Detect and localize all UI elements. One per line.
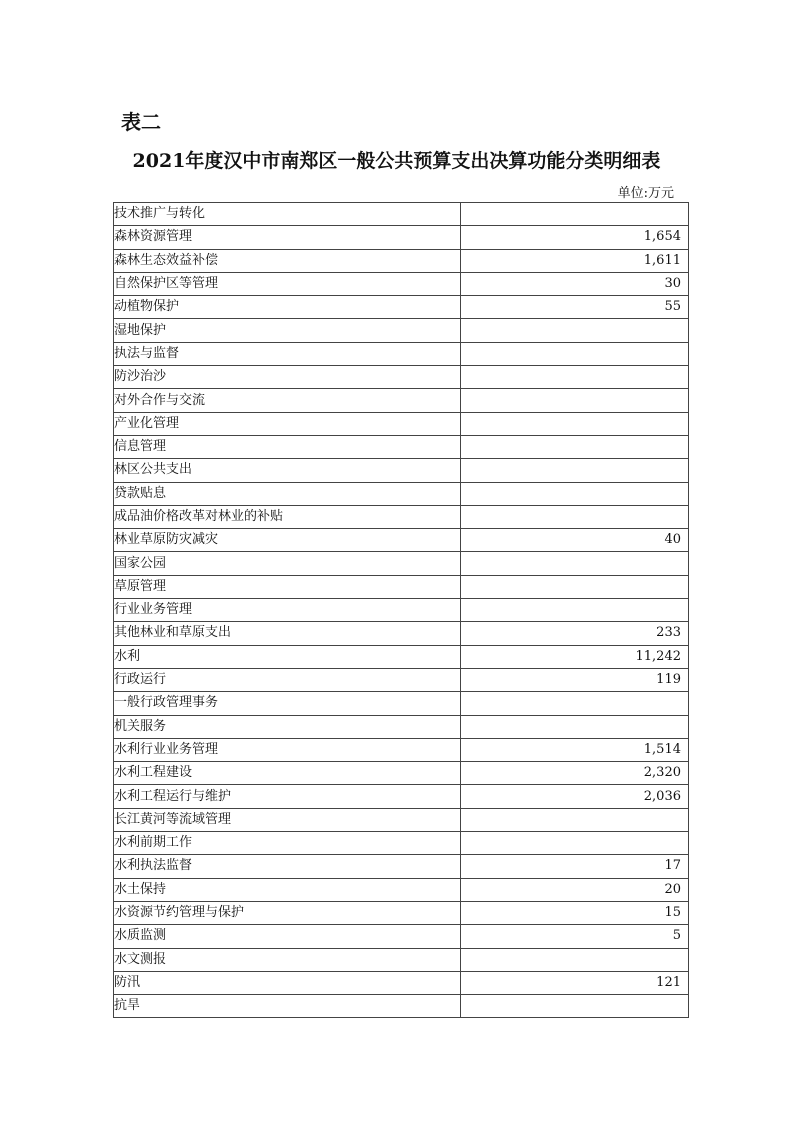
- row-item-name: 对外合作与交流: [114, 389, 461, 412]
- row-item-name: 机关服务: [114, 715, 461, 738]
- row-item-name: 水利: [114, 645, 461, 668]
- row-item-value: [461, 832, 689, 855]
- table-row: [114, 668, 689, 691]
- table-row: [114, 855, 689, 878]
- table-row: [114, 971, 689, 994]
- row-item-name: 水利工程建设: [114, 762, 461, 785]
- row-item-value: [461, 808, 689, 831]
- row-item-name: 草原管理: [114, 575, 461, 598]
- table-row: [114, 435, 689, 458]
- row-item-value: 1,514: [461, 738, 689, 761]
- table-row: [114, 901, 689, 924]
- row-item-name: 贷款贴息: [114, 482, 461, 505]
- row-item-value: [461, 715, 689, 738]
- table-label: 表二: [121, 110, 161, 134]
- row-item-value: 5: [461, 925, 689, 948]
- page-title: 2021年度汉中市南郑区一般公共预算支出决算功能分类明细表: [132, 150, 661, 172]
- row-item-value: 1,611: [461, 249, 689, 272]
- row-item-name: 湿地保护: [114, 319, 461, 342]
- row-item-value: [461, 203, 689, 226]
- row-item-value: [461, 599, 689, 622]
- table-row: [114, 505, 689, 528]
- row-item-name: 水利行业业务管理: [114, 738, 461, 761]
- row-item-name: 产业化管理: [114, 412, 461, 435]
- row-item-value: [461, 342, 689, 365]
- table-row: [114, 948, 689, 971]
- row-item-value: [461, 482, 689, 505]
- row-item-name: 成品油价格改革对林业的补贴: [114, 505, 461, 528]
- budget-table-body: [114, 203, 689, 1018]
- row-item-value: [461, 319, 689, 342]
- row-item-name: 国家公园: [114, 552, 461, 575]
- row-item-name: 防沙治沙: [114, 366, 461, 389]
- row-item-name: 技术推广与转化: [114, 203, 461, 226]
- table-row: [114, 482, 689, 505]
- row-item-name: 信息管理: [114, 435, 461, 458]
- row-item-name: 森林生态效益补偿: [114, 249, 461, 272]
- row-item-value: [461, 366, 689, 389]
- row-item-value: 119: [461, 668, 689, 691]
- table-row: [114, 552, 689, 575]
- table-row: [114, 599, 689, 622]
- row-item-name: 其他林业和草原支出: [114, 622, 461, 645]
- table-row: [114, 272, 689, 295]
- row-item-value: 55: [461, 296, 689, 319]
- table-row: [114, 203, 689, 226]
- budget-table: [113, 202, 689, 1018]
- table-row: [114, 366, 689, 389]
- row-item-value: 15: [461, 901, 689, 924]
- row-item-name: 水利执法监督: [114, 855, 461, 878]
- row-item-value: 1,654: [461, 226, 689, 249]
- table-row: [114, 692, 689, 715]
- table-row: [114, 575, 689, 598]
- table-row: [114, 762, 689, 785]
- table-row: [114, 622, 689, 645]
- row-item-name: 执法与监督: [114, 342, 461, 365]
- table-row: [114, 389, 689, 412]
- row-item-name: 自然保护区等管理: [114, 272, 461, 295]
- row-item-name: 水土保持: [114, 878, 461, 901]
- row-item-value: 17: [461, 855, 689, 878]
- table-row: [114, 412, 689, 435]
- table-row: [114, 832, 689, 855]
- row-item-value: 2,036: [461, 785, 689, 808]
- row-item-value: [461, 575, 689, 598]
- row-item-value: 121: [461, 971, 689, 994]
- row-item-value: [461, 505, 689, 528]
- table-row: [114, 878, 689, 901]
- row-item-name: 林区公共支出: [114, 459, 461, 482]
- row-item-name: 水利工程运行与维护: [114, 785, 461, 808]
- row-item-value: [461, 552, 689, 575]
- table-row: [114, 342, 689, 365]
- row-item-value: 2,320: [461, 762, 689, 785]
- row-item-value: [461, 412, 689, 435]
- row-item-name: 水利前期工作: [114, 832, 461, 855]
- row-item-value: 11,242: [461, 645, 689, 668]
- row-item-name: 一般行政管理事务: [114, 692, 461, 715]
- row-item-value: 233: [461, 622, 689, 645]
- table-row: [114, 715, 689, 738]
- row-item-name: 行业业务管理: [114, 599, 461, 622]
- row-item-value: [461, 948, 689, 971]
- row-item-name: 行政运行: [114, 668, 461, 691]
- row-item-value: 40: [461, 529, 689, 552]
- row-item-value: 20: [461, 878, 689, 901]
- row-item-value: [461, 459, 689, 482]
- unit-label: 单位:万元: [617, 186, 674, 201]
- table-row: [114, 529, 689, 552]
- row-item-name: 水文测报: [114, 948, 461, 971]
- row-item-name: 抗旱: [114, 995, 461, 1018]
- row-item-name: 森林资源管理: [114, 226, 461, 249]
- row-item-value: [461, 435, 689, 458]
- table-row: [114, 925, 689, 948]
- table-row: [114, 249, 689, 272]
- table-row: [114, 785, 689, 808]
- row-item-name: 长江黄河等流域管理: [114, 808, 461, 831]
- row-item-name: 水资源节约管理与保护: [114, 901, 461, 924]
- table-row: [114, 808, 689, 831]
- row-item-value: [461, 389, 689, 412]
- table-row: [114, 645, 689, 668]
- table-row: [114, 319, 689, 342]
- table-row: [114, 459, 689, 482]
- table-row: [114, 226, 689, 249]
- row-item-name: 林业草原防灾减灾: [114, 529, 461, 552]
- row-item-value: 30: [461, 272, 689, 295]
- table-row: [114, 738, 689, 761]
- row-item-value: [461, 692, 689, 715]
- row-item-name: 动植物保护: [114, 296, 461, 319]
- row-item-value: [461, 995, 689, 1018]
- row-item-name: 防汛: [114, 971, 461, 994]
- table-row: [114, 296, 689, 319]
- row-item-name: 水质监测: [114, 925, 461, 948]
- table-row: [114, 995, 689, 1018]
